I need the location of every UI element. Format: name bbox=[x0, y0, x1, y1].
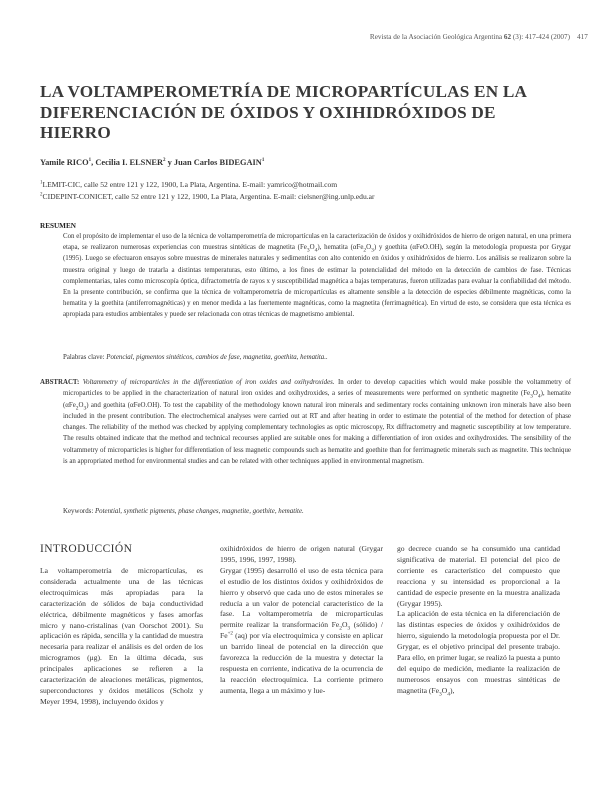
abstract-label: ABSTRACT: bbox=[40, 379, 83, 386]
body-column-1 bbox=[40, 566, 203, 708]
affiliation: $^2$CIDEPINT-CONICET, calle 52 entre 121 y 122, 1900, La Plata, Argentina. E-mail: cielsner@ing.unlp.edu.ar bbox=[40, 192, 375, 201]
running-head: Revista de la Asociación Geológica Argentina 62 (3): 417-424 (2007) bbox=[369, 33, 570, 41]
paragraph: Grygar (1995) desarrolló el uso de esta técnica para el estudio de los distintos óxidos y oxihidróxidos de hierro y observó que cada uno de estos minerales se reducía a un valor de potencial característico de la fase. La voltamperometría de micropartículas permite realizar la transformación $Fe_2O_3$ (sólido) / $Fe^{+2}$ (aq) por vía electroquímica y consiste en aplicar un barrido lineal de potencial en la dirección que favorezca la reducción de la muestra y detectar la respuesta en corriente, indicativa de la ocurrencia de la reacción electroquímica. La corriente primero aumenta, llega a un máximo y lue- bbox=[220, 565, 383, 695]
author-name: Cecilia I. ELSNER bbox=[95, 158, 164, 167]
paragraph: La voltamperometría de micropartículas, es considerada actualmente una de las técnicas electroquímicas más apropiadas para la caracterización de sólidos de baja conductividad eléctrica, débilmente magnéticos y fases amorfas micro y nano-cristalinas (van Oorschot 2001). Su aplicación es rápida, sencilla y la cantidad de muestra necesaria para realizar el análisis es del orden de los microgramos (μg). En la última década, sus principales aplicaciones se refieren a la caracterización de aleaciones metálicas, pigmentos, superconductores y óxidos metálicos (Scholz y Meyer 1994, 1998), incluyendo óxidos y bbox=[40, 566, 203, 706]
paragraph: oxihidróxidos de hierro de origen natural (Grygar 1995, 1996, 1997, 1998). bbox=[220, 544, 383, 564]
affiliation: $^1$LEMIT-CIC, calle 52 entre 121 y 122, 1900, La Plata, Argentina. E-mail: yamrico@hotmail.com bbox=[40, 180, 338, 189]
section-heading-introduccion: INTRODUCCIÓN bbox=[40, 543, 133, 555]
resumen-text: Con el propósito de implementar el uso de la técnica de voltamperometría de micropartículas en la caracterización de óxidos y oxihidróxidos de hierro de origen natural, en una primera etapa, se realizaron numerosas experiencias con muestras sintéticas de magnetita $(Fe_3O_4)$, hematita $(\alpha Fe_2O_3)$ y goethita (αFeO.OH), según la metodología propuesta por Grygar (1995). Luego se efectuaron ensayos sobre muestras de minerales naturales y sedimentitas con alto contenido en óxidos y oxihidróxidos de hierro. Los análisis se realizaron sobre la muestra original y luego de tratarla a distintas temperaturas, esto último, a los fines de estimar la potencialidad del método en la detección de cambios de fase. Técnicas complementarias, tales como microscopía óptica, difractometría de rayos x y susceptibilidad magnética a bajas temperaturas, fueron utilizadas para evaluar la confiabilidad del método. En la presente contribución, se confirma que la técnica de voltamperometría de micropartículas es altamente sensible a la detección de especies débilmente magnéticas, como la hematita y la goethita (antiferromagnéticas) y en menor medida a las fuertemente magnéticas, como la magnetita (ferrimagnética). En virtud de esto, se considera que esta técnica es apropiada para estudios ambientales y puede ser relacionada con otras técnicas de magnetismo ambiental. bbox=[63, 233, 572, 319]
author-list: Yamile RICO$^1$, Cecilia I. ELSNER$^2$ y Juan Carlos BIDEGAIN$^1$ bbox=[40, 158, 265, 167]
palabras-clave: Palabras clave: Potencial, pigmentos sintéticos, cambios de fase, magnetita, goethita, hematita.. bbox=[63, 354, 328, 361]
paragraph: La aplicación de esta técnica en la diferenciación de las distintas especies de óxidos y oxihidróxidos de hierro, siguiendo la metodología propuesta por el Dr. Grygar, es el objetivo principal del presente trabajo. Para ello, en primer lugar, se realizó la puesta a punto del equipo de medición, mediante la realización de numerosos ensayos con muestras sintéticas de magnetita $(Fe_3O_4)$, bbox=[397, 609, 560, 698]
paragraph: go decrece cuando se ha consumido una cantidad significativa de material. El potencial del pico de corriente es característico del compuesto que reacciona y su intensidad es proporcional a la cantidad de especie presente en la muestra analizada (Grygar 1995). bbox=[397, 544, 560, 608]
body-column-2 bbox=[220, 544, 383, 697]
keywords: Keywords: Potential, synthetic pigments, phase changes, magnetite, goethite, hematite. bbox=[63, 508, 304, 515]
volume-number: 62 bbox=[503, 33, 512, 41]
abstract-title: Voltammetry of microparticles in the differentiation of iron oxides and oxihydroxides. bbox=[82, 379, 335, 386]
author-name: Juan Carlos BIDEGAIN bbox=[173, 158, 262, 167]
resumen-label: RESUMEN bbox=[40, 222, 76, 230]
article-title: LA VOLTAMPEROMETRÍA DE MICROPARTÍCULAS EN LA DIFERENCIACIÓN DE ÓXIDOS Y OXIHIDRÓXIDOS DE HIERRO bbox=[40, 82, 527, 142]
author-name: Yamile RICO bbox=[40, 158, 89, 167]
page-number: 417 bbox=[577, 33, 588, 41]
abstract-text: ABSTRACT: Voltammetry of microparticles in the differentiation of iron oxides and oxihydroxides. In order to develop capacities which would make possible the voltammetry of microparticles to be applied in the characterization of natural iron oxides and oxihydroxides, a series of measurements were performed on synthetic magnetite $(Fe_3O_4)$, hematite $(\alpha Fe_2O_3)$ and goethita (αFeO.OH). To test the capability of the methodology known natural iron minerals and sedimentary rocks containing unknown iron minerals have also been included in the present contribution. The electrochemical analyses were carried out at RT and after heating in order to estimate the potential of the method for detection of phase changes. The reliability of the method was checked by applying complementary technologies as optic microscopy, Rx diffractometry and magnetic susceptibility at low temperature. The results obtained indicate that the method and technical recourses applied are suitable ones for making a differentiation of iron oxides and oxihydroxides. The sensibility of the voltammetry of microparticles is higher for differentiation of less magnetic compounds such as hematite and goethite than for ferrimagnetic minerals such as magnetite. This technique is an appropriated method for environmental studies and can be related with other techniques applied in environmental magnetism. bbox=[40, 379, 571, 466]
body-column-3 bbox=[397, 544, 560, 697]
